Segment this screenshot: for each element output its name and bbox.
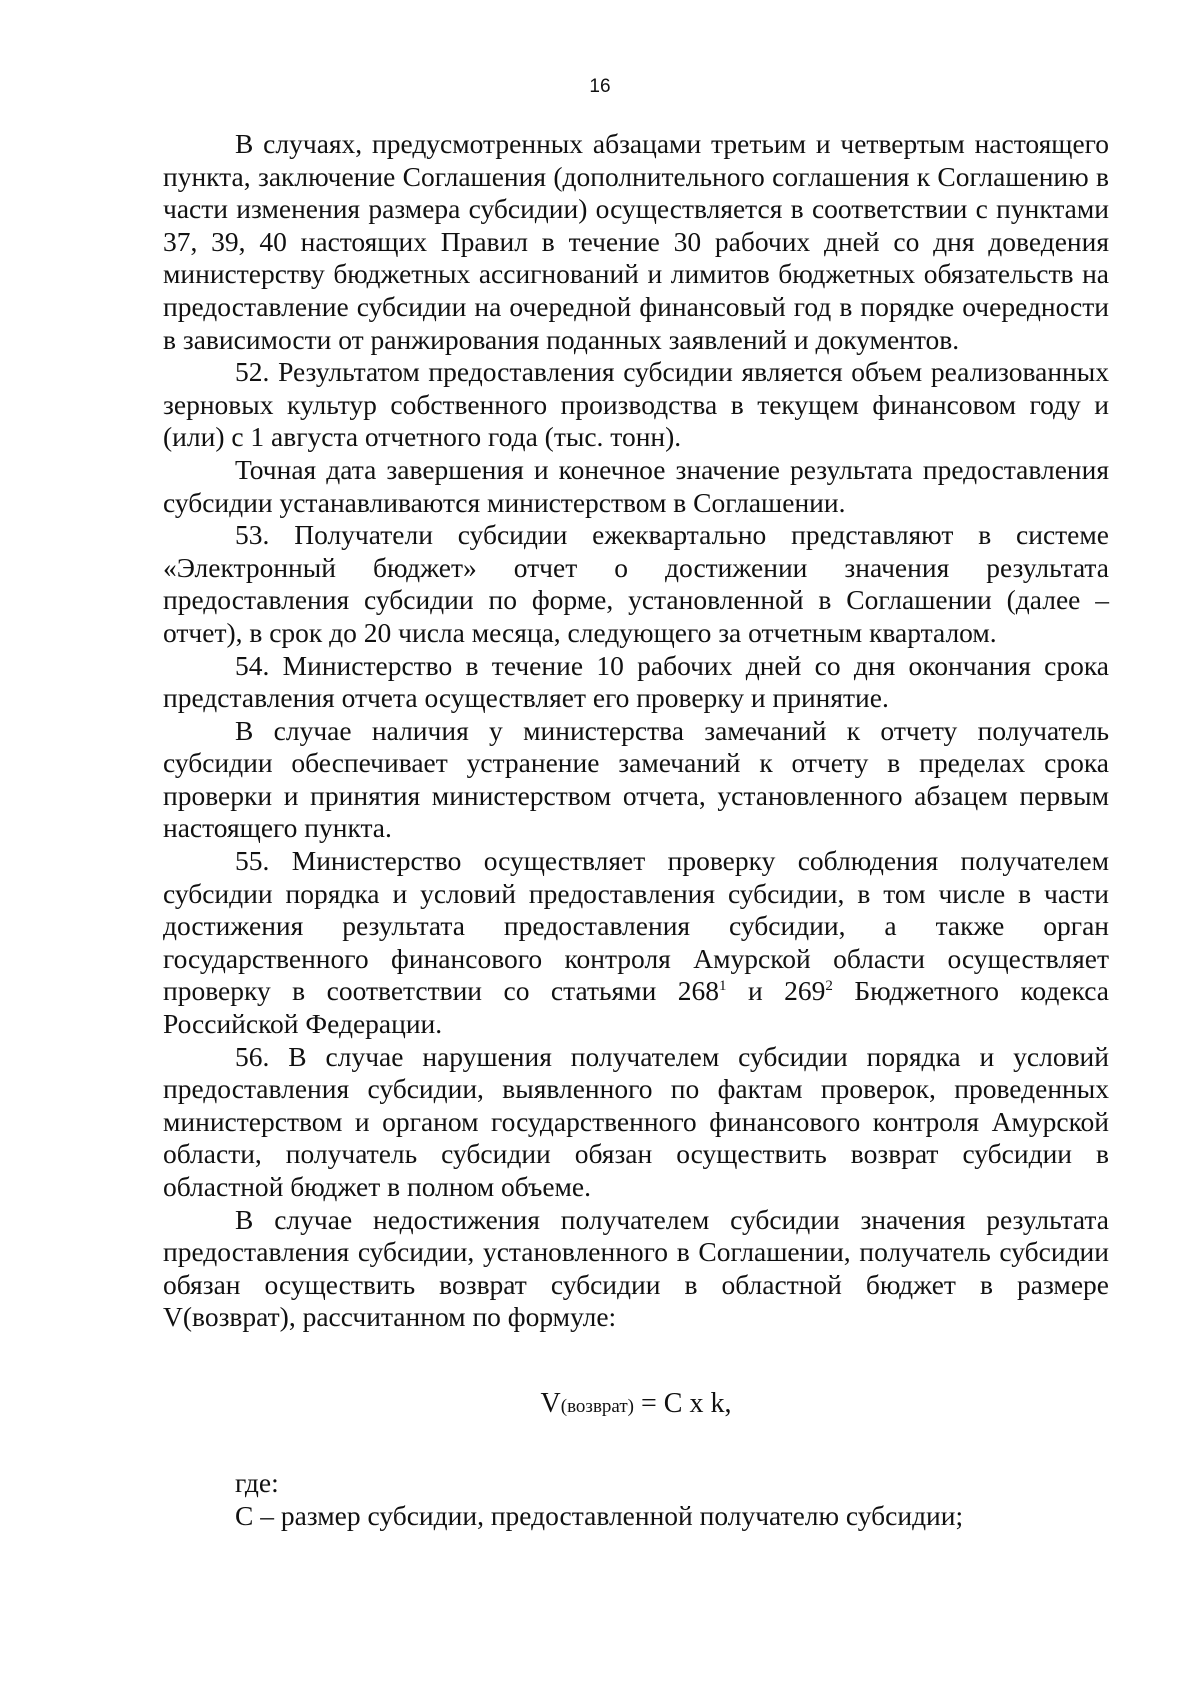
page-number: 16 [589, 76, 611, 97]
paragraph-55-text-before: 55. Министерство осуществляет проверку соблюдения получателем субсидии порядка и условий предоставления субсидии, в том числе в части достижения результата предоставления субсидии, а также орган государственного финансового контроля Амурской области осуществляет проверку в соответствии со статьями 268 [163, 845, 1109, 1007]
paragraph-result-date: Точная дата завершения и конечное значение результата предоставления субсидии устанавливаются министерством в Соглашении. [163, 453, 1109, 518]
document-body [163, 128, 1109, 1334]
formula-subscript: (возврат) [560, 1396, 634, 1417]
formula-definitions [163, 1466, 1109, 1532]
article-superscript-2: 2 [825, 978, 833, 995]
formula-expression: = C x k, [633, 1388, 732, 1419]
paragraph-55-text-after: Бюджетного кодекса Российской Федерации. [163, 975, 1109, 1040]
refund-formula [163, 1388, 1109, 1420]
paragraph-52: 52. Результатом предоставления субсидии является объем реализованных зерновых культур собственного производства в текущем финансовом году и (или) с 1 августа отчетного года (тыс. тонн). [163, 356, 1109, 453]
formula-variable: V [540, 1388, 561, 1419]
paragraph-55-text-middle: и 269 [726, 975, 826, 1007]
paragraph-remarks: В случае наличия у министерства замечаний к отчету получатель субсидии обеспечивает устранение замечаний к отчету в пределах срока проверки и принятия министерством отчета, установленного абзацем первым настоящего пункта. [163, 714, 1109, 844]
paragraph-55 [163, 845, 1109, 1041]
article-superscript-1: 1 [719, 978, 727, 995]
definition-c: C – размер субсидии, предоставленной получателю субсидии; [235, 1500, 964, 1531]
paragraph-refund-formula-intro: В случае недостижения получателем субсидии значения результата предоставления субсидии, установленного в Соглашении, получатель субсидии обязан осуществить возврат субсидии в областной бюджет в размере V(возврат), рассчитанном по формуле: [163, 1203, 1109, 1333]
paragraph-ranking: В случаях, предусмотренных абзацами третьим и четвертым настоящего пункта, заключение Соглашения (дополнительного соглашения к Соглашению в части изменения размера субсидии) осуществляется в соответствии с пунктами 37, 39, 40 настоящих Правил в течение 30 рабочих дней со дня доведения министерству бюджетных ассигнований и лимитов бюджетных обязательств на предоставление субсидии на очередной финансовый год в порядке очередности в зависимости от ранжирования поданных заявлений и документов. [163, 128, 1109, 355]
where-label: где: [235, 1467, 279, 1498]
paragraph-54: 54. Министерство в течение 10 рабочих дней со дня окончания срока представления отчета осуществляет его проверку и принятие. [163, 649, 1109, 714]
paragraph-53: 53. Получатели субсидии ежеквартально представляют в системе «Электронный бюджет» отчет о достижении значения результата предоставления субсидии по форме, установленной в Соглашении (далее – отчет), в срок до 20 числа месяца, следующего за отчетным кварталом. [163, 519, 1109, 648]
paragraph-56: 56. В случае нарушения получателем субсидии порядка и условий предоставления субсидии, выявленного по фактам проверок, проведенных министерством и органом государственного финансового контроля Амурской области, получатель субсидии обязан осуществить возврат субсидии в областной бюджет в полном объеме. [163, 1040, 1109, 1202]
